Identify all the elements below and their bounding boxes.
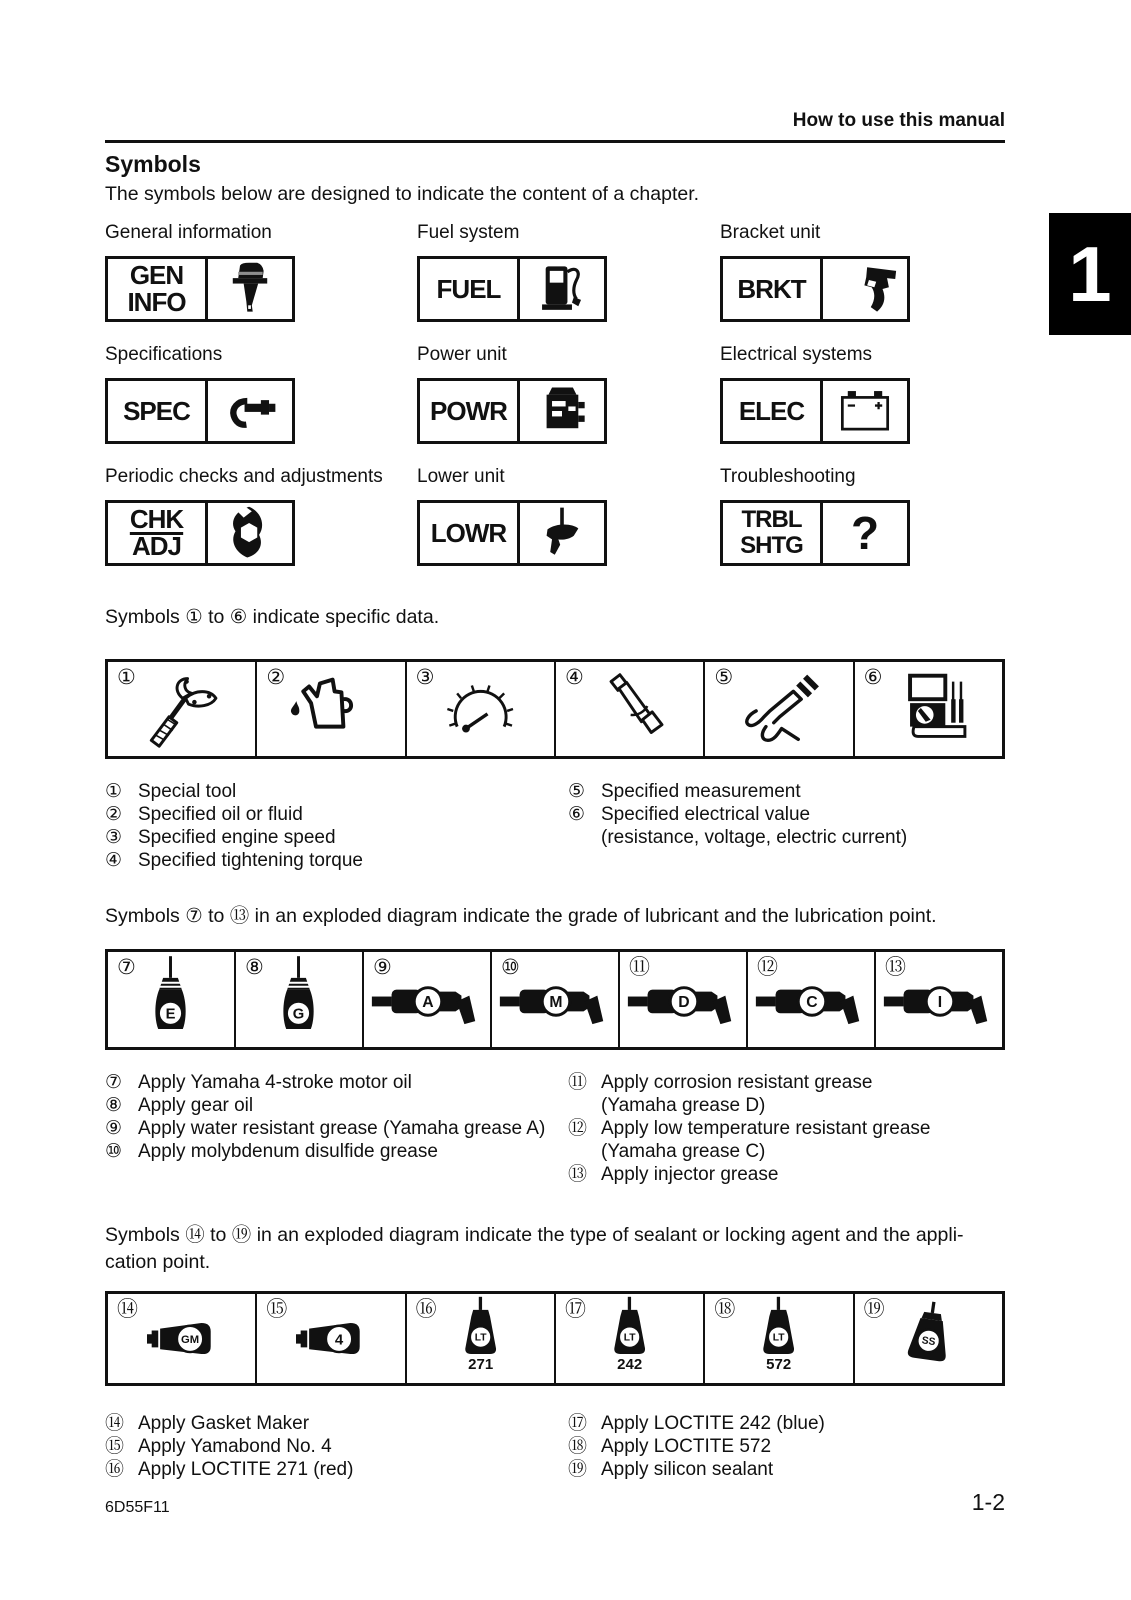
chapter-cell-powr [417,344,720,444]
table-cell [703,1294,852,1383]
chapter-label: Fuel system [417,222,520,243]
lower-unit-icon [520,503,604,563]
cell-number: ⑬ [885,956,906,979]
table-cell [746,952,874,1047]
cell-number: ⑲ [863,1298,885,1321]
chapter-label: Power unit [417,344,507,365]
svg-text:C: C [806,993,818,1011]
cell-number: ⑫ [757,956,778,979]
chapter-symbol-box [417,500,607,566]
svg-text:4: 4 [335,1331,344,1349]
specific-data-legend [105,780,1005,900]
legend-item: ⑧ Apply gear oil [105,1095,254,1116]
chapter-cell-gen-info [105,222,417,322]
chapter-abbr: ADJ [131,531,181,561]
chapter-symbol-box [105,378,295,444]
svg-text:271: 271 [467,1355,493,1373]
svg-text:M: M [549,993,563,1011]
svg-text:GM: GM [181,1333,200,1346]
specific-data-intro: Symbols ① to ⑥ indicate specific data. [105,606,440,628]
lubricants-legend [105,1071,1005,1191]
svg-text:D: D [678,993,690,1011]
page-title: Symbols [105,151,201,177]
legend-item: ⑪ Apply corrosion resistant grease [568,1072,873,1093]
chapter-cell-elec [720,344,1005,444]
cell-number: ① [117,666,136,689]
cell-number: ⑤ [714,666,734,689]
chapter-symbol-box [105,500,295,566]
cell-number: ⑩ [501,956,520,979]
table-cell [554,662,703,756]
sealants-intro: Symbols ⑭ to ⑲ in an exploded diagram indicate the type of sealant or locking agent and the appli- cation point. [105,1224,964,1273]
chapter-abbr: TRBL [741,506,802,533]
legend-item: ③ Specified engine speed [105,827,336,848]
table-cell [108,1294,255,1383]
cell-number: ⑯ [415,1298,437,1321]
chapter-abbr: SPEC [123,395,190,426]
chapter-symbol-box [720,500,910,566]
chapter-label: General information [105,222,272,243]
bracket-icon [849,259,907,319]
table-cell [554,1294,703,1383]
svg-text:A: A [422,993,434,1011]
chapter-symbol-box [417,256,607,322]
chapter-tab: 1 [1049,213,1131,335]
cell-number: ⑪ [629,956,650,979]
cell-number: ⑱ [714,1298,736,1321]
chapter-symbol-box [105,256,295,322]
svg-text:E: E [165,1006,176,1023]
svg-text:242: 242 [617,1355,643,1373]
lubricants-table [105,949,1005,1050]
table-cell [874,952,1002,1047]
engine-icon [520,381,604,441]
section-intro: The symbols below are designed to indicate the content of a chapter. [105,183,700,205]
cell-number: ⑰ [564,1298,586,1321]
question-mark-icon: ? [850,507,880,559]
legend-item: ⑯ Apply LOCTITE 271 (red) [105,1459,354,1480]
legend-item: ⑥ Specified electrical value [568,804,811,825]
chapter-abbr: LOWR [430,517,507,548]
table-cell [255,1294,404,1383]
lubricants-intro: Symbols ⑦ to ⑬ in an exploded diagram indicate the grade of lubricant and the lubrication point. [105,905,937,927]
chapter-cell-fuel [417,222,720,322]
legend-item: ⑨ Apply water resistant grease (Yamaha grease A) [105,1118,546,1139]
svg-text:I: I [937,993,943,1011]
svg-text:LT: LT [623,1332,636,1344]
legend-item: ⑫ Apply low temperature resistant grease [568,1118,931,1139]
cell-number: ⑦ [117,956,136,979]
legend-item: ⑩ Apply molybdenum disulfide grease [105,1141,438,1162]
svg-text:LT: LT [773,1332,785,1344]
cell-number: ④ [564,666,584,689]
svg-text:572: 572 [766,1355,792,1373]
chapter-symbol-grid [105,222,1005,566]
table-cell [853,662,1002,756]
chapter-label: Troubleshooting [720,466,856,487]
svg-text:G: G [292,1006,305,1023]
battery-icon [823,381,907,441]
chapter-label: Bracket unit [720,222,821,243]
legend-item: (Yamaha grease D) [601,1095,766,1116]
legend-item: ⑲ Apply silicon sealant [568,1459,774,1480]
chapter-cell-brkt [720,222,1005,322]
legend-item: ⑤ Specified measurement [568,781,801,802]
chapter-label: Electrical systems [720,344,873,365]
bracket-icon [823,259,849,319]
cell-number: ⑮ [266,1298,288,1321]
legend-item: ① Special tool [105,781,237,802]
micrometer-icon [208,381,292,441]
header-rule [105,140,1005,143]
chapter-label: Periodic checks and adjustments [105,466,383,487]
chapter-label: Specifications [105,344,223,365]
specific-data-table [105,659,1005,759]
chapter-abbr: FUEL [436,273,501,304]
wrench-icon [208,503,292,563]
legend-item: ② Specified oil or fluid [105,804,303,825]
document-code: 6D55F11 [105,1499,170,1516]
legend-item: (Yamaha grease C) [601,1141,766,1162]
table-cell [362,952,490,1047]
chapter-cell-trbl [720,466,1005,566]
sealants-table [105,1291,1005,1386]
chapter-symbol-box [417,378,607,444]
table-cell [490,952,618,1047]
legend-item: ④ Specified tightening torque [105,850,363,871]
chapter-abbr: BRKT [737,273,806,304]
legend-item: ⑮ Apply Yamabond No. 4 [105,1436,332,1457]
legend-item: ⑬ Apply injector grease [568,1164,779,1185]
table-cell [618,952,746,1047]
cell-number: ⑭ [117,1298,138,1321]
cell-number: ③ [415,666,435,689]
legend-item: ⑰ Apply LOCTITE 242 (blue) [568,1413,825,1434]
chapter-cell-spec [105,344,417,444]
table-cell [255,662,404,756]
chapter-abbr: CHK [129,504,184,534]
svg-text:LT: LT [474,1332,487,1344]
fuel-pump-icon [520,259,604,319]
chapter-abbr: POWR [430,395,507,426]
table-cell [405,662,554,756]
table-cell [234,952,362,1047]
cell-number: ⑥ [863,666,883,689]
cell-number: ⑧ [245,956,264,979]
running-header: How to use this manual [792,110,1005,131]
chapter-symbol-box [720,378,910,444]
chapter-abbr: INFO [127,287,186,317]
svg-text:SS: SS [920,1335,936,1349]
table-cell [703,662,852,756]
chapter-abbr: SHTG [740,532,803,559]
cell-number: ② [266,666,286,689]
chapter-symbol-box [720,256,910,322]
chapter-cell-lowr [417,466,720,566]
chapter-abbr: ELEC [738,395,805,426]
chapter-abbr: GEN [129,260,184,290]
table-cell [108,952,234,1047]
legend-item: ⑭ Apply Gasket Maker [105,1413,310,1434]
legend-item: ⑦ Apply Yamaha 4-stroke motor oil [105,1072,412,1093]
chapter-label: Lower unit [417,466,505,487]
table-cell [853,1294,1002,1383]
table-cell [108,662,255,756]
page-number: 1-2 [971,1489,1005,1515]
table-cell [405,1294,554,1383]
cell-number: ⑨ [373,956,392,979]
chapter-cell-chk-adj [105,466,417,566]
legend-item: ⑱ Apply LOCTITE 572 [568,1436,772,1457]
outboard-motor-icon [208,259,292,319]
legend-item: (resistance, voltage, electric current) [601,827,908,848]
